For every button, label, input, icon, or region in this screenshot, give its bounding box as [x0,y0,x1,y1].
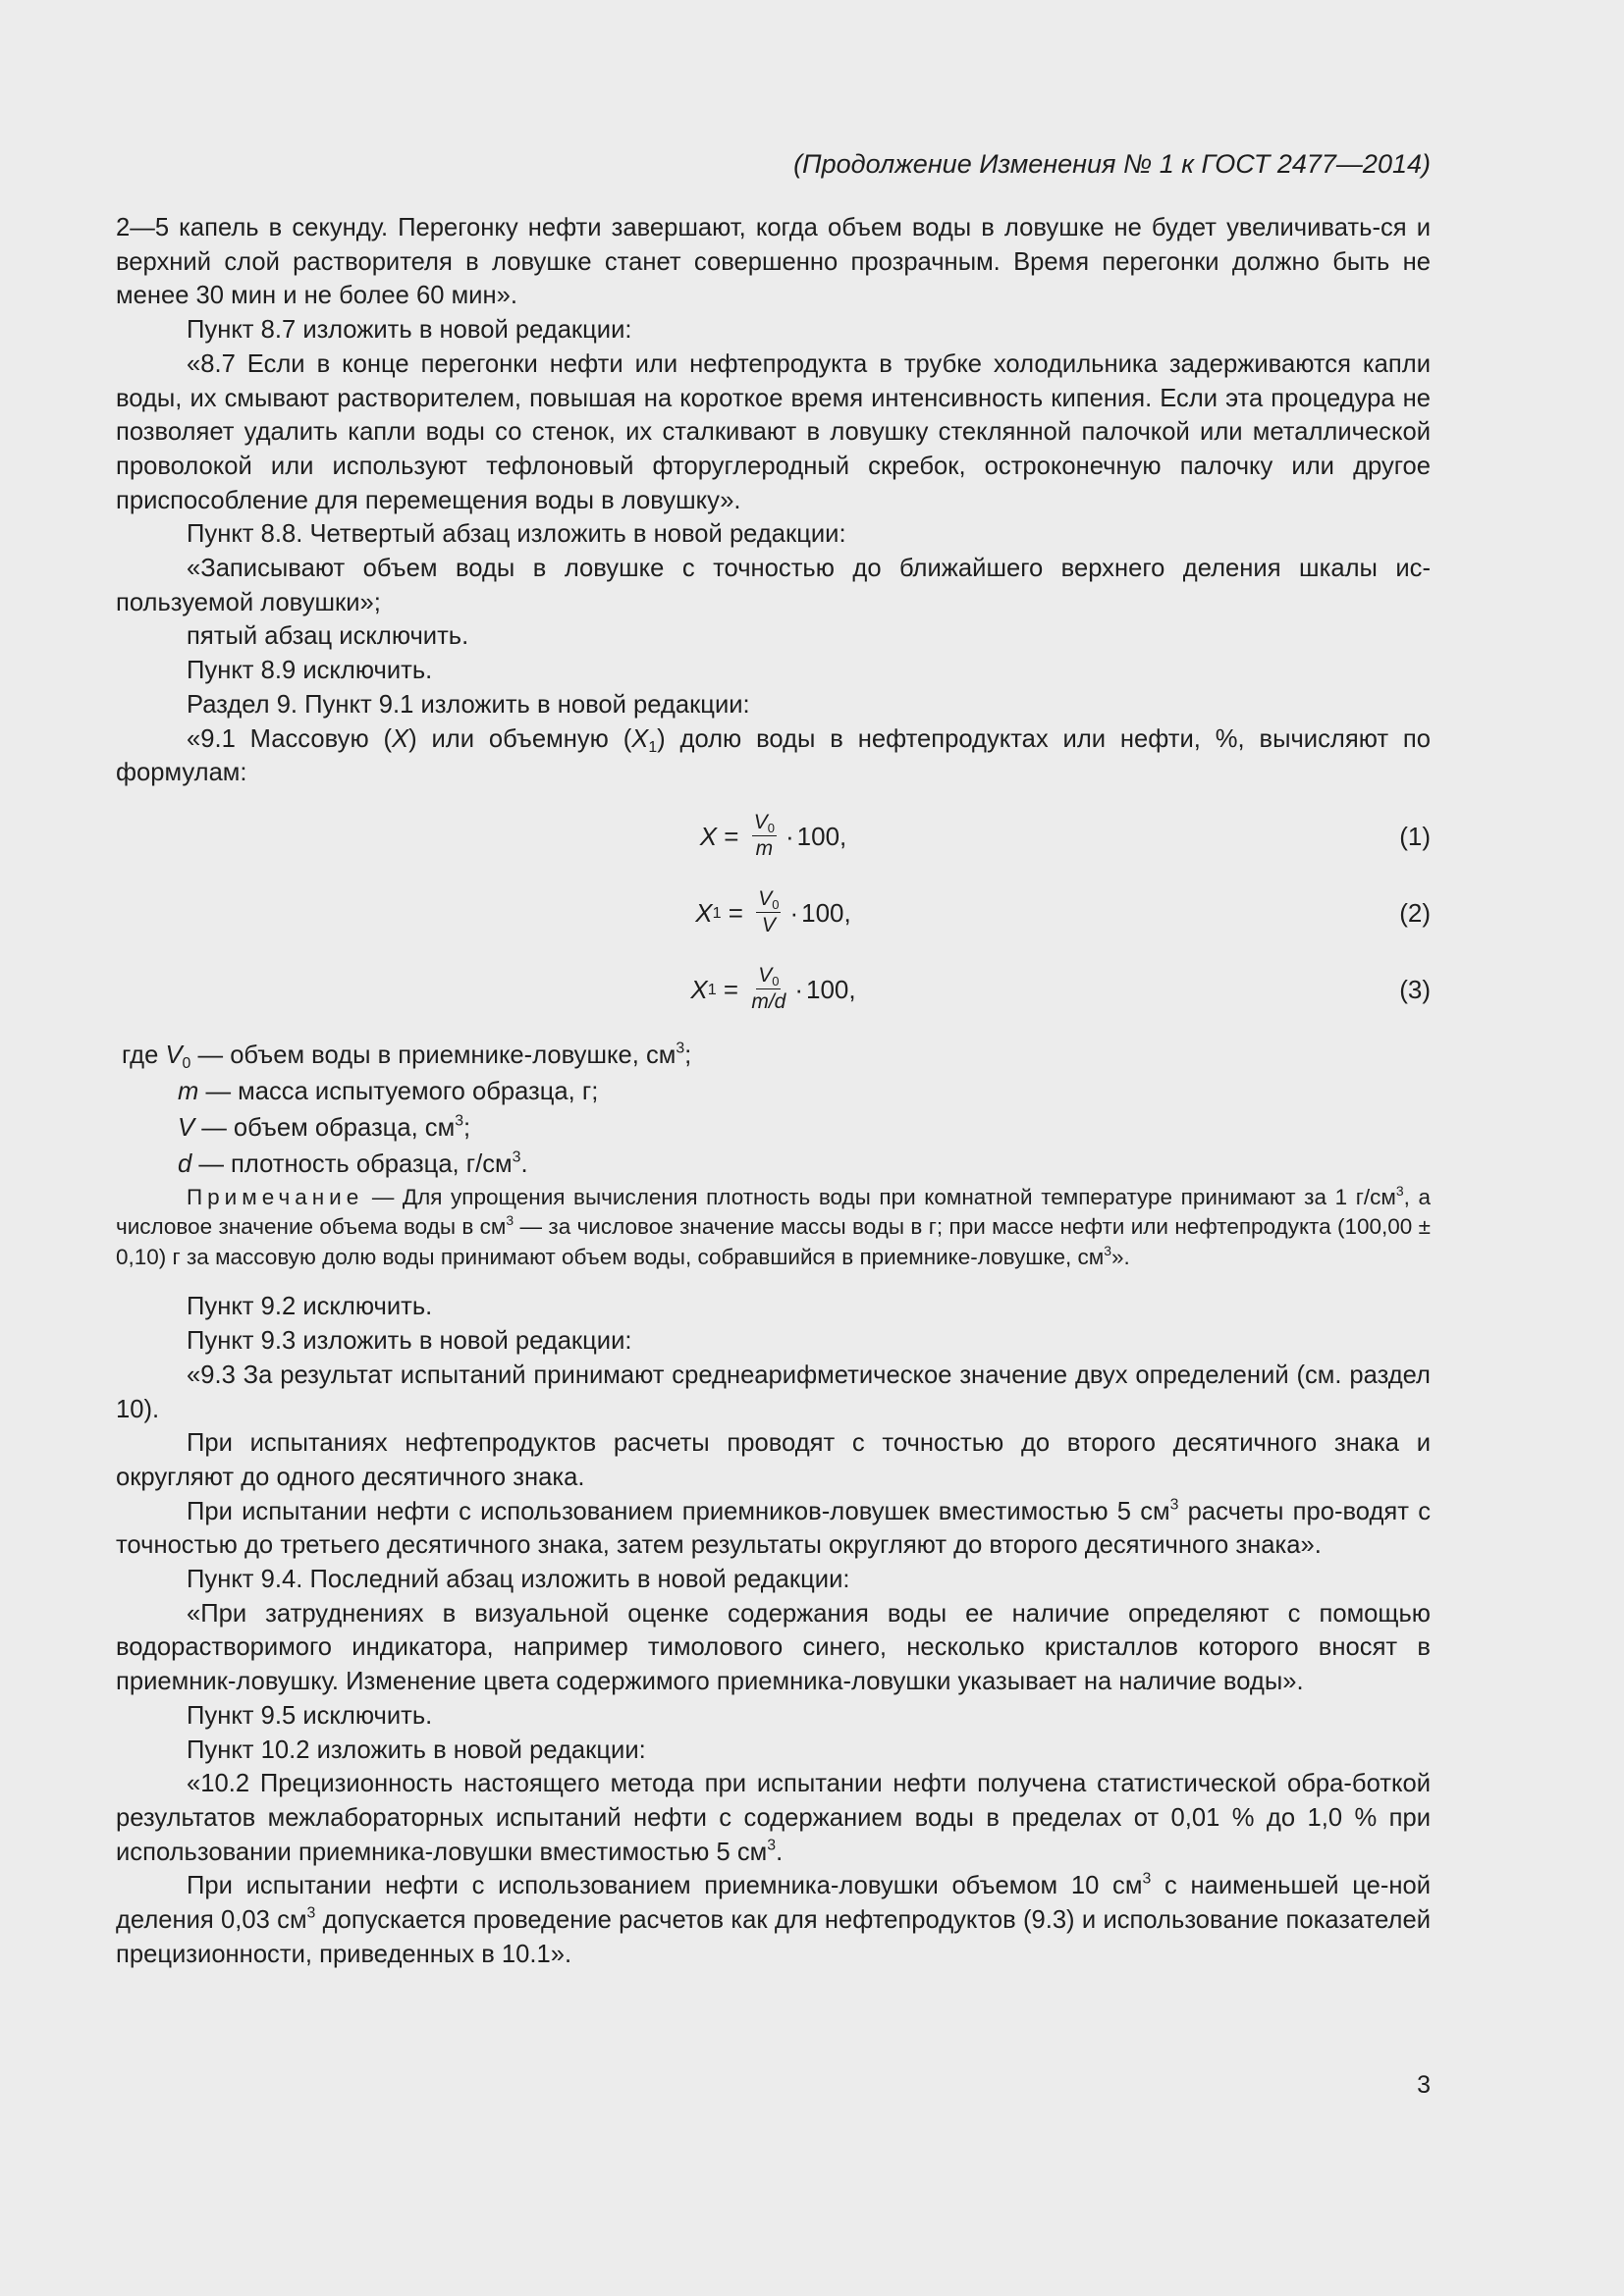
note: Примечание — Для упрощения вычисления плотность воды при комнатной температуре принимают за 1 $г/см^3$, а числовое значение объема воды в $см^3$ — за числовое значение массы воды в г; при массе нефти или нефтепродукта (100,00 ± 0,10) г за массовую долю воды принимают объем воды, собравшийся в приемнике-ловушке, $см^3$». [116,1182,1431,1269]
body-text [116,211,1431,1972]
paragraph: 2—5 капель в секунду. Перегонку нефти завершают, когда объем воды в ловушке не будет увеличивать-ся и верхний слой растворителя в ловушке станет совершенно прозрачным. Время перегонки должно быть не менее 30 мин и не более 60 мин». [116,214,1431,310]
formula-1: X = $\frac{V_0}{m}$ · 100, (1) [116,798,1431,875]
definition-v0: где $V_0$ — объем воды в приемнике-ловушке, $см^3$; [122,1040,692,1072]
paragraph: Пункт 9.3 изложить в новой редакции: [187,1327,632,1356]
formula-number: (2) [1399,897,1431,928]
variable-definitions [116,1038,1431,1183]
paragraph: Раздел 9. Пункт 9.1 изложить в новой редакции: [187,690,750,719]
formula-number: (1) [1399,821,1431,851]
page-number: 3 [1417,2071,1431,2099]
paragraph: «При затруднениях в визуальной оценке содержания воды ее наличие определяют с помощью водорастворимого индикатора, например тимолового синего, несколько кристаллов которого вносят в приемник-ловушку. Изменение цвета содержимого приемника-ловушки указывает на наличие воды». [116,1599,1431,1696]
definition-d: d — плотность образца, $г/см^3$. [178,1148,528,1178]
formula-2: X 1 = $\frac{V_0}{V}$ · 100, (2) [116,875,1431,951]
paragraph: Пункт 9.2 исключить. [187,1293,433,1321]
definition-m: m — масса испытуемого образца, г; [178,1077,599,1105]
paragraph: Пункт 10.2 изложить в новой редакции: [187,1735,646,1764]
running-header: (Продолжение Изменения № 1 к ГОСТ 2477—2014) [793,149,1431,179]
paragraph: Пункт 9.4. Последний абзац изложить в новой редакции: [187,1566,850,1594]
formula-3: X 1 = $\frac{V_0}{m/d}$ · 100, (3) [116,951,1431,1028]
paragraph: «9.3 За результат испытаний принимают среднеарифметическое значение двух определений (см. раздел 10). [116,1361,1431,1423]
paragraph: При испытании нефти с использованием приемника-ловушки объемом 10 $см^3$ с наименьшей це-ной деления 0,03 $см^3$ допускается проведение расчетов как для нефтепродуктов (9.3) и использование показателей прецизионности, приведенных в 10.1». [116,1871,1432,1968]
paragraph: «Записывают объем воды в ловушке с точностью до ближайшего верхнего деления шкалы ис-пользуемой ловушки»; [116,555,1431,616]
paragraph: Пункт 9.5 исключить. [187,1701,433,1730]
paragraph: пятый абзац исключить. [187,622,469,651]
paragraph: «10.2 Прецизионность настоящего метода при испытании нефти получена статистической обра-боткой результатов межлабораторных испытаний нефти с содержанием воды в пределах от 0,01 % до 1,0 % при использовании приемника-ловушки вместимостью 5 $см^3$. [116,1770,1431,1866]
paragraph: Пункт 8.7 изложить в новой редакции: [187,316,632,345]
formula-number: (3) [1399,974,1431,1004]
paragraph-9-1: «9.1 Массовую (X) или объемную $(X_1)$ долю воды в нефтепродуктах или нефти, %, вычисляют по формулам: [116,724,1431,787]
paragraph: «8.7 Если в конце перегонки нефти или нефтепродукта в трубке холодильника задерживаются капли воды, их смывают растворителем, повышая на короткое время интенсивность кипения. Если эта процедура не позволяет удалить капли воды со стенок, их сталкивают в ловушку стеклянной палочкой или металлической проволокой или используют тефлоновый фторуглеродный скребок, остроконечную палочку или другое приспособление для перемещения воды в ловушку». [116,349,1431,514]
paragraph: При испытании нефти с использованием приемников-ловушек вместимостью 5 $см^3$ расчеты про-водят с точностью до третьего десятичного знака, затем результаты округляют до второго десятичного знака». [116,1496,1432,1560]
definition-v: V — объем образца, $см^3$; [178,1112,471,1142]
paragraph: Пункт 8.9 исключить. [187,657,433,685]
paragraph: При испытаниях нефтепродуктов расчеты проводят с точностью до второго десятичного знака и округляют до одного десятичного знака. [116,1429,1431,1491]
paragraph: Пункт 8.8. Четвертый абзац изложить в новой редакции: [187,520,846,549]
